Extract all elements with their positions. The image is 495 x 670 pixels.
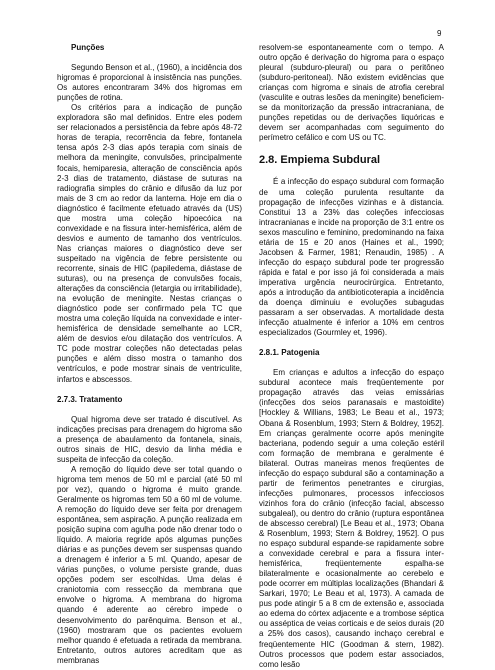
section-heading-patogenia: 2.8.1. Patogenia [259,348,320,358]
section-heading-puncoes: Punções [71,43,105,52]
paragraph: resolvem-se espontaneamente com o tempo. A outro opção é derivação do higroma para o espaço pleural (subduro-pleural) ou para o peritôneo (subduro-peritoneal). Não existem evidências que crianças com higroma e sinais de atrofia cerebral (vasculite e outras lesões da meningite) beneficiem-se da monitorização da pressão intracraniana, de punções repetidas ou de derivações liquóricas e devem ser acompanhadas com seguimento do perímetro cefálico e com US ou TC. [259,43,444,143]
right-column [259,43,444,670]
paragraph: A remoção do líquido deve ser total quando o higroma tem menos de 50 ml e parcial (até 50 ml por vez), quando o higroma é muito grande. Geralmente os higromas tem 50 a 60 ml de volume. A remoção do líquido deve ser feita por drenagem espontânea, sem aspiração. A punção realizada em posição supina com agulha pode não drenar todo o líquido. A maioria regride após algumas punções diárias e as punções devem ser suspensas quando a drenagem é inferior a 5 ml. Quando, apesar de várias punções, o volume persiste grande, duas opções podem ser escolhidas. Uma delas é craniotomia com ressecção da membrana que envolve o higroma. A membrana do higroma quando é aderente ao cérebro impede o desenvolvimento do parênquima. Benson et al., (1960) mostraram que os pacientes evoluem melhor quando é efetuada a retirada da membrana. Entretanto, outros autores acreditam que as membranas [57,464,242,665]
paragraph: Qual higroma deve ser tratado é discutível. As indicações precisas para drenagem do higroma são a presença de abaulamento da fontanela, sinais, outros sinais de HIC, desvio da linha média e suspeita de infecção da coleção. [57,414,242,464]
left-column [57,43,242,666]
page-number: 9 [437,29,442,38]
section-heading-tratamento: 2.7.3. Tratamento [57,394,123,404]
section-heading-empiema: 2.8. Empiema Subdural [259,154,381,167]
paragraph: Os critérios para a indicação de punção exploradora são mal definidos. Entre eles podem ser relacionados a persistência da febre após 48-72 horas de terapia, recorrência da febre, fontanela tensa após 2-3 dias após terapia com sinais de melhora da meningite, convulsões, principalmente focais, hemiparesia, alteração de consciência após 2-3 dias de tratamento, diástase de suturas na radiografia simples do crânio e difusão da luz por mais de 3 cm ao redor da lanterna. Hoje em dia o diagnóstico é facilmente efetuado através da (US) que mostra uma coleção hipoecóica na convexidade e na fissura inter-hemisférica, além de desvios e aumento de tamanho dos ventrículos. Nas crianças maiores o diagnóstico deve ser suspeitado na vigência de febre persistente ou recorrente, sinais de HIC (papiledema, diástase de suturas), ou na presença de convulsões focais, alterações da consciência (letargia ou irritabilidade), na evolução de meningite. Nestas crianças o diagnóstico pode ser confirmado pela TC que mostra uma coleção líquida na convexidade e inter-hemisférica de densidade semelhante ao LCR, além de desvios e/ou dilatação dos ventrículos. A TC pode mostrar coleções não detectadas pelas punções e além disso mostra o tamanho dos ventrículos, e pode mostrar sinais de ventriculite, infartos e abscessos. [57,103,242,384]
paragraph: Segundo Benson et al., (1960), a incidência dos higromas é proporcional à insistência nas punções. Os autores encontraram 34% dos higromas em punções de rotina. [57,63,242,103]
paragraph: Em crianças e adultos a infecção do espaço subdural acontece mais freqüentemente por propagação através das veias emissárias (infecções dos seios paranasais e mastoidite) [Hockley & Willians, 1983; Le Beau et al., 1973; Obana & Rosenblum, 1993; Stern & Boldrey, 1952]. Em crianças geralmente ocorre após meningite bacteriana, podendo seguir a uma coleção estéril com formação de membrana e geralmente é bilateral. Outras maneiras menos freqüentes de infecção do espaço subdural são a contaminação a partir de ferimentos penetrantes e cirurgias, infecções pulmonares, processos infecciosos vizinhos fora do crânio (infecção facial, abscesso subgaleal), ou dentro do crânio (ruptura espontânea de abscesso cerebral) [Le Beau et al., 1973; Obana & Rosenblum, 1993; Stern & Boldrey, 1952]. O pus no espaço subdural espande-se rapidamente sobre a convexidade cerebral e para a fissura inter-hemisférica, freqüentemente espalha-se bilateralmente e ocasionalmente ao cerebelo e pode ocorrer em múltiplas localizações (Bhandari & Sarkari, 1970; Le Beau et al, 1973). A camada de pus pode atingir 5 a 8 cm de extensão e, associada ao edema do córtex adjacente e a trombose séptica ou asséptica de veias corticais e de seios durais (20 a 25% dos casos), causando inchaço cerebral e freqüentemente HIC (Goodman & stern, 1982). Outros processos que podem estar associados, como lesão [259,368,444,669]
paragraph: É a infecção do espaço subdural com formação de uma coleção purulenta resultante da propagação de infecções vizinhas e à distancia. Constitui 13 a 23% das coleções infecciosas intracranianas e incide na proporção de 3:1 entre os sexos masculino e feminino, predominando na faixa etária de 15 e 20 anos (Haines et al., 1990; Jacobsen & Farmer, 1981; Renaudin, 1985) . A infecção do espaço subdural pode ter progressão rápida e fatal e por isso já foi considerada a mais imperativa urgência neurocirúrgica. Entretanto, após a introdução da antibioticoterapia a incidência da doença diminuiu e evoluções subagudas passaram a ser observadas. A mortalidade desta infecção atualmente é inferior a 10% em centros especializados (Gourmley et, 1996). [259,177,445,338]
